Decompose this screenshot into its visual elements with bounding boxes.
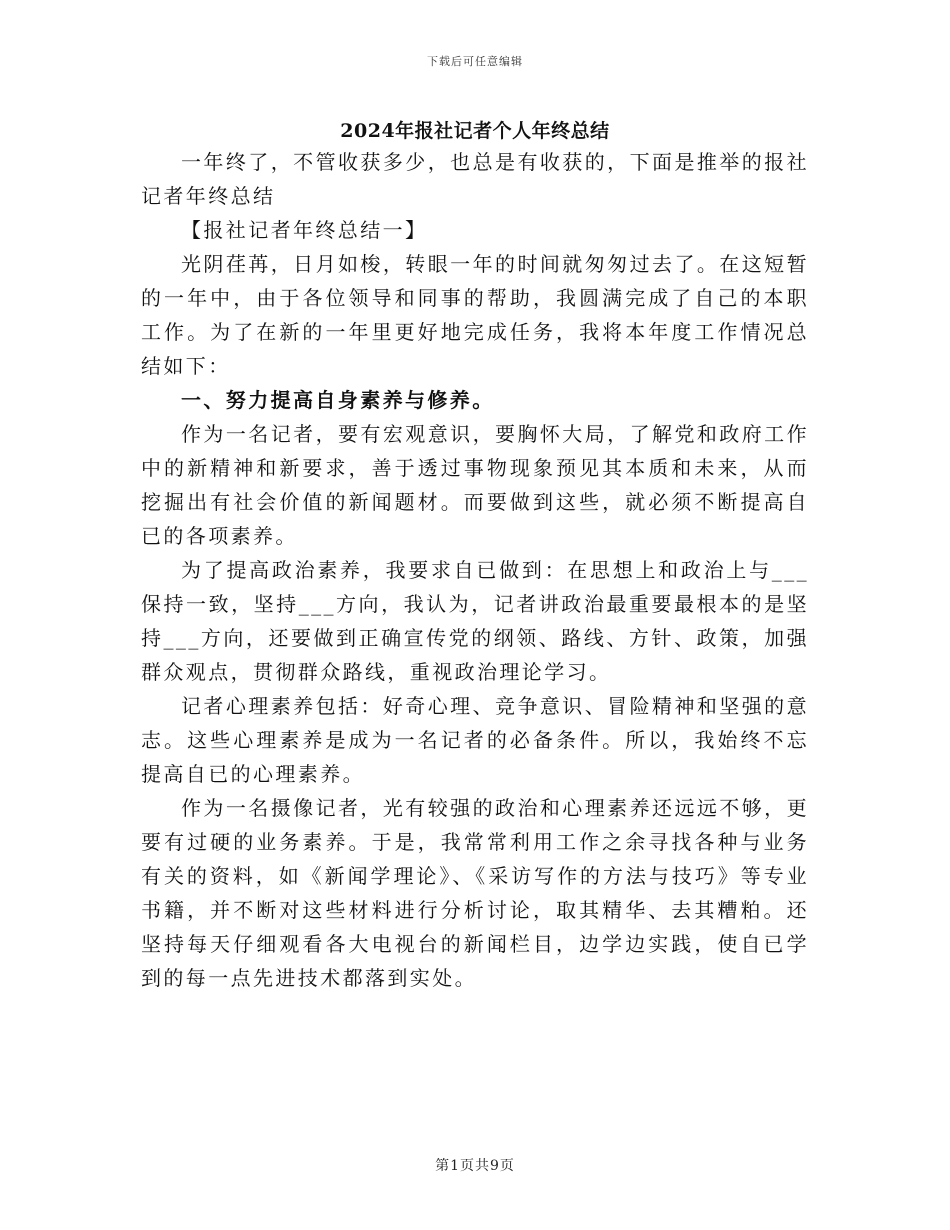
body-paragraph: 作为一名摄像记者，光有较强的政治和心理素养还远远不够，更要有过硬的业务素养。于是，我常常利用工作之余寻找各种与业务有关的资料，如《新闻学理论》、《采访写作的方法与技巧》等专业书籍，并不断对这些材料进行分析讨论，取其精华、去其糟粕。还坚持每天仔细观看各大电视台的新闻栏目，边学边实践，使自已学到的每一点先进技术都落到实处。 — [141, 796, 809, 990]
page-footer: 第1页共9页 — [435, 1158, 515, 1174]
intro-paragraph: 一年终了，不管收获多少，也总是有收获的，下面是推举的报社记者年终总结 — [141, 150, 809, 208]
body-paragraph: 为了提高政治素养，我要求自已做到：在思想上和政治上与___保持一致，坚持___方向，我认为，记者讲政治最重要最根本的是坚持___方向，还要做到正确宣传党的纲领、路线、方针、政策，加强群众观点，贯彻群众路线，重视政治理论学习。 — [141, 558, 809, 684]
document-title: 2024年报社记者个人年终总结 — [340, 120, 610, 142]
body-paragraph: 记者心理素养包括：好奇心理、竞争意识、冒险精神和坚强的意志。这些心理素养是成为一名记者的必备条件。所以，我始终不忘提高自已的心理素养。 — [141, 694, 809, 786]
section-heading: 一、努力提高自身素养与修养。 — [181, 388, 495, 412]
section-label: 【报社记者年终总结一】 — [181, 218, 428, 242]
opening-paragraph: 光阴荏苒，日月如梭，转眼一年的时间就匆匆过去了。在这短暂的一年中，由于各位领导和同事的帮助，我圆满完成了自己的本职工作。为了在新的一年里更好地完成任务，我将本年度工作情况总结如下： — [141, 252, 809, 378]
document-body — [141, 145, 809, 995]
header-note: 下载后可任意编辑 — [427, 55, 523, 68]
body-paragraph: 作为一名记者，要有宏观意识，要胸怀大局，了解党和政府工作中的新精神和新要求，善于透过事物现象预见其本质和未来，从而挖掘出有社会价值的新闻题材。而要做到这些，就必须不断提高自已的各项素养。 — [141, 422, 809, 548]
